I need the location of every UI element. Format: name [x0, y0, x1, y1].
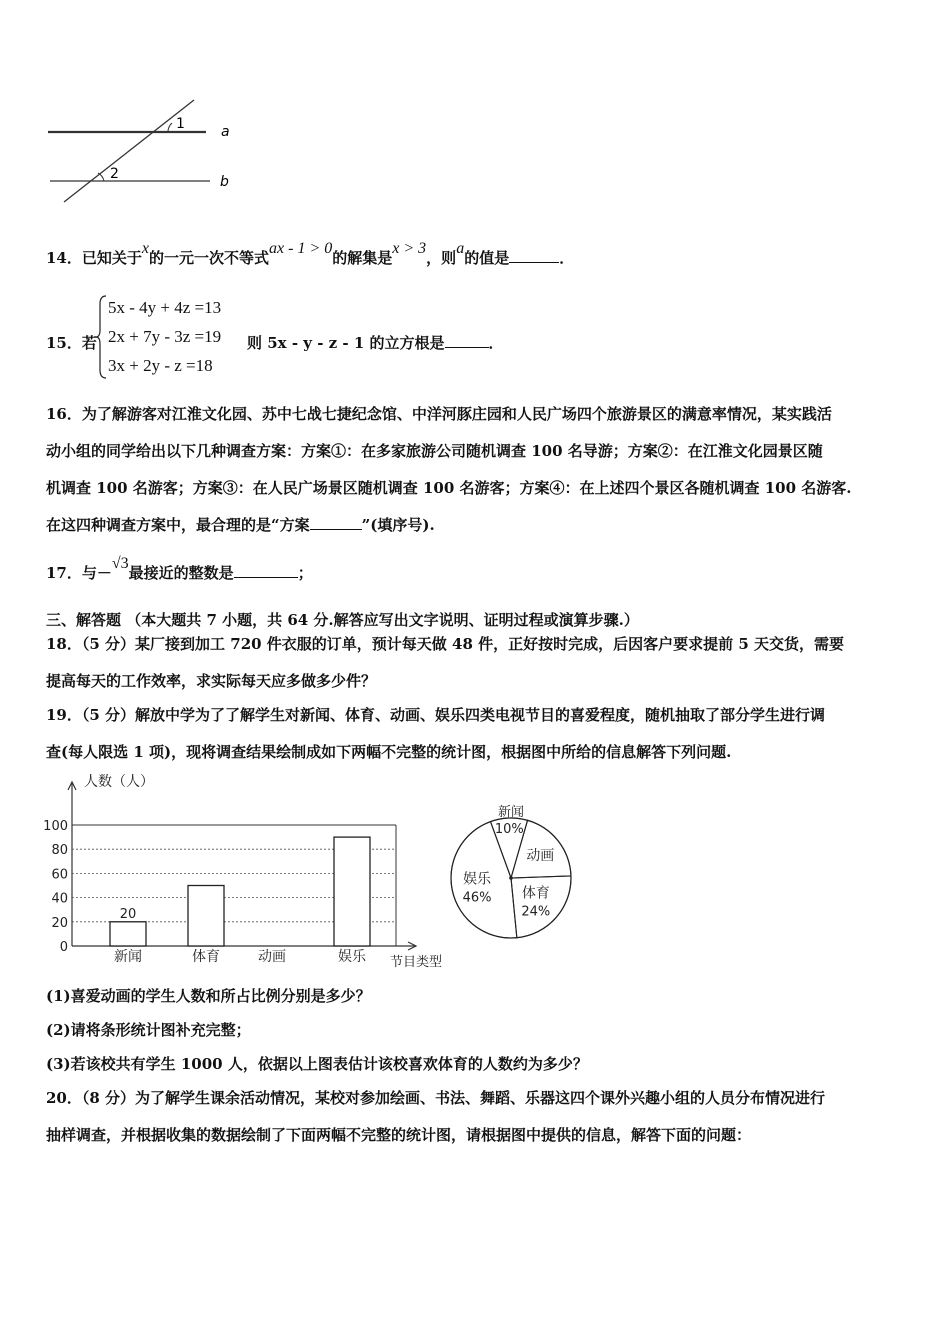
q14-end: ． [559, 249, 575, 267]
bar-x-tick-label: 体育 [192, 949, 220, 965]
q15-end: ． [488, 334, 504, 352]
q19-sub-3: (3)若该校共有学生 1000 人，依据以上图表估计该校喜欢体育的人数约为多少？ [46, 1055, 588, 1073]
q15-number: 15． [46, 334, 82, 352]
parallel-lines-figure [40, 92, 240, 210]
bar-y-tick-label: 100 [43, 819, 68, 834]
q15-text-1: 若 [81, 334, 97, 352]
q15-brace [96, 294, 108, 380]
bar-y-tick-label: 80 [51, 843, 68, 859]
pie-chart [440, 792, 590, 944]
q14-number: 14． [46, 249, 82, 267]
bar-x-axis-title: 节目类型 [390, 955, 443, 970]
pie-label: 娱乐 [463, 871, 492, 888]
q14-text-5: 的值是 [464, 249, 510, 267]
q17-end: ； [297, 564, 313, 582]
question-15-text [247, 333, 504, 353]
angle-2-label: 2 [110, 166, 119, 182]
q15-answer-blank [445, 333, 489, 348]
q16-line-1-text: 为了解游客对江淮文化园、苏中七战七捷纪念馆、中洋河豚庄园和人民广场四个旅游景区的满意率情况，某实践活 [81, 405, 832, 423]
q16-line-4b: ”(填序号). [361, 516, 435, 534]
pie-center [509, 876, 513, 880]
section-3-heading: 三、解答题 （本大题共 7 小题，共 64 分.解答应写出文字说明、证明过程或演算步骤.） [46, 611, 639, 629]
q16-number: 16． [46, 405, 82, 423]
q14-text-2: 的一元一次不等式 [149, 249, 270, 267]
q14-var-a: a [456, 240, 465, 257]
pie-value-label: 24% [521, 904, 551, 920]
q15-equation-3: 3x + 2y - z =18 [108, 356, 213, 375]
bar-data-label: 20 [119, 906, 137, 922]
q14-text-4: ，则 [426, 249, 457, 267]
bar-y-tick-label: 60 [51, 867, 68, 883]
q20-line-1: 20．（8 分）为了解学生课余活动情况，某校对参加绘画、书法、舞蹈、乐器这四个课外兴趣小组的人员分布情况进行 [46, 1089, 826, 1107]
question-18 [46, 626, 908, 700]
q17-number: 17． [46, 564, 82, 582]
pie-label: 新闻 [497, 805, 525, 820]
bar-chart [38, 770, 458, 975]
bar-y-tick-label: 0 [59, 940, 68, 955]
q17-text-2: 最接近的整数是 [128, 564, 234, 582]
question-14 [46, 240, 575, 269]
q15-equation-1: 5x - 4y + 4z =13 [108, 298, 222, 317]
q17-answer-blank [234, 563, 298, 578]
q18-line-2: 提高每天的工作效率，求实际每天应多做多少件？ [46, 672, 377, 690]
bar-x-tick-label: 动画 [258, 949, 286, 965]
q19-sub-1: (1)喜爱动画的学生人数和所占比例分别是多少？ [46, 987, 371, 1005]
q16-line-4 [46, 507, 908, 544]
q14-answer-blank [509, 248, 559, 263]
question-16 [46, 396, 908, 544]
line-b-label: b [220, 174, 229, 190]
q16-answer-blank [310, 515, 362, 530]
bar-x-tick-label: 新闻 [114, 949, 142, 965]
q17-sqrt3: √3 [111, 555, 129, 572]
q17-text-1: 与－ [81, 564, 112, 582]
q16-line-1 [46, 396, 908, 433]
bar-0 [110, 922, 146, 946]
bar-3 [334, 837, 370, 946]
angle-1-label: 1 [176, 116, 185, 132]
question-17 [46, 555, 313, 584]
bar-y-tick-label: 20 [51, 915, 68, 931]
q18-line-1: 18．（5 分）某厂接到加工 720 件衣服的订单，预计每天做 48 件，正好按时完成，后因客户要求提前 5 天交货，需要 [46, 635, 844, 653]
q16-line-3: 机调查 100 名游客；方案③：在人民广场景区随机调查 100 名游客；方案④：在上述四个景区各随机调查 100 名游客. [46, 479, 852, 497]
q15-equation-2: 2x + 7y - 3z =19 [108, 327, 222, 346]
q19-line-1: 19．（5 分）解放中学为了了解学生对新闻、体育、动画、娱乐四类电视节目的喜爱程度，随机抽取了部分学生进行调 [46, 706, 826, 724]
q19-sub-2: (2)请将条形统计图补充完整； [46, 1021, 251, 1039]
bar-y-axis-title: 人数（人） [84, 774, 154, 790]
q16-line-2: 动小组的同学给出以下几种调查方案：方案①：在多家旅游公司随机调查 100 名导游；方案②：在江淮文化园景区随 [46, 442, 823, 460]
question-15-label [46, 333, 97, 353]
bar-y-tick-label: 40 [51, 891, 68, 907]
bar-x-tick-label: 娱乐 [338, 949, 366, 965]
bar-1 [188, 886, 224, 947]
pie-label: 体育 [521, 885, 550, 902]
q14-inequality: ax - 1 > 0 [269, 240, 333, 257]
q14-var-x: x [141, 240, 149, 257]
question-20 [46, 1080, 908, 1154]
q15-text-2: 则 5x - y - z - 1 的立方根是 [247, 334, 445, 352]
question-19 [46, 697, 908, 771]
pie-label: 动画 [526, 848, 555, 865]
line-a-label: a [221, 124, 230, 140]
pie-value-label: 46% [462, 890, 492, 906]
q14-solution-set: x > 3 [392, 240, 427, 257]
q14-text-1: 已知关于 [81, 249, 142, 267]
q20-line-2: 抽样调查，并根据收集的数据绘制了下面两幅不完整的统计图，请根据图中提供的信息，解答下面的问题： [46, 1126, 752, 1144]
transversal-line [64, 100, 194, 202]
angle-1-arc [168, 123, 172, 132]
q19-line-2: 查(每人限选 1 项)，现将调查结果绘制成如下两幅不完整的统计图，根据图中所给的信息解答下列问题. [46, 743, 732, 761]
q15-equation-system [108, 293, 221, 380]
q14-text-3: 的解集是 [332, 249, 393, 267]
pie-value-label: 10% [494, 821, 524, 837]
q16-line-4a: 在这四种调查方案中，最合理的是“方案 [46, 516, 310, 534]
